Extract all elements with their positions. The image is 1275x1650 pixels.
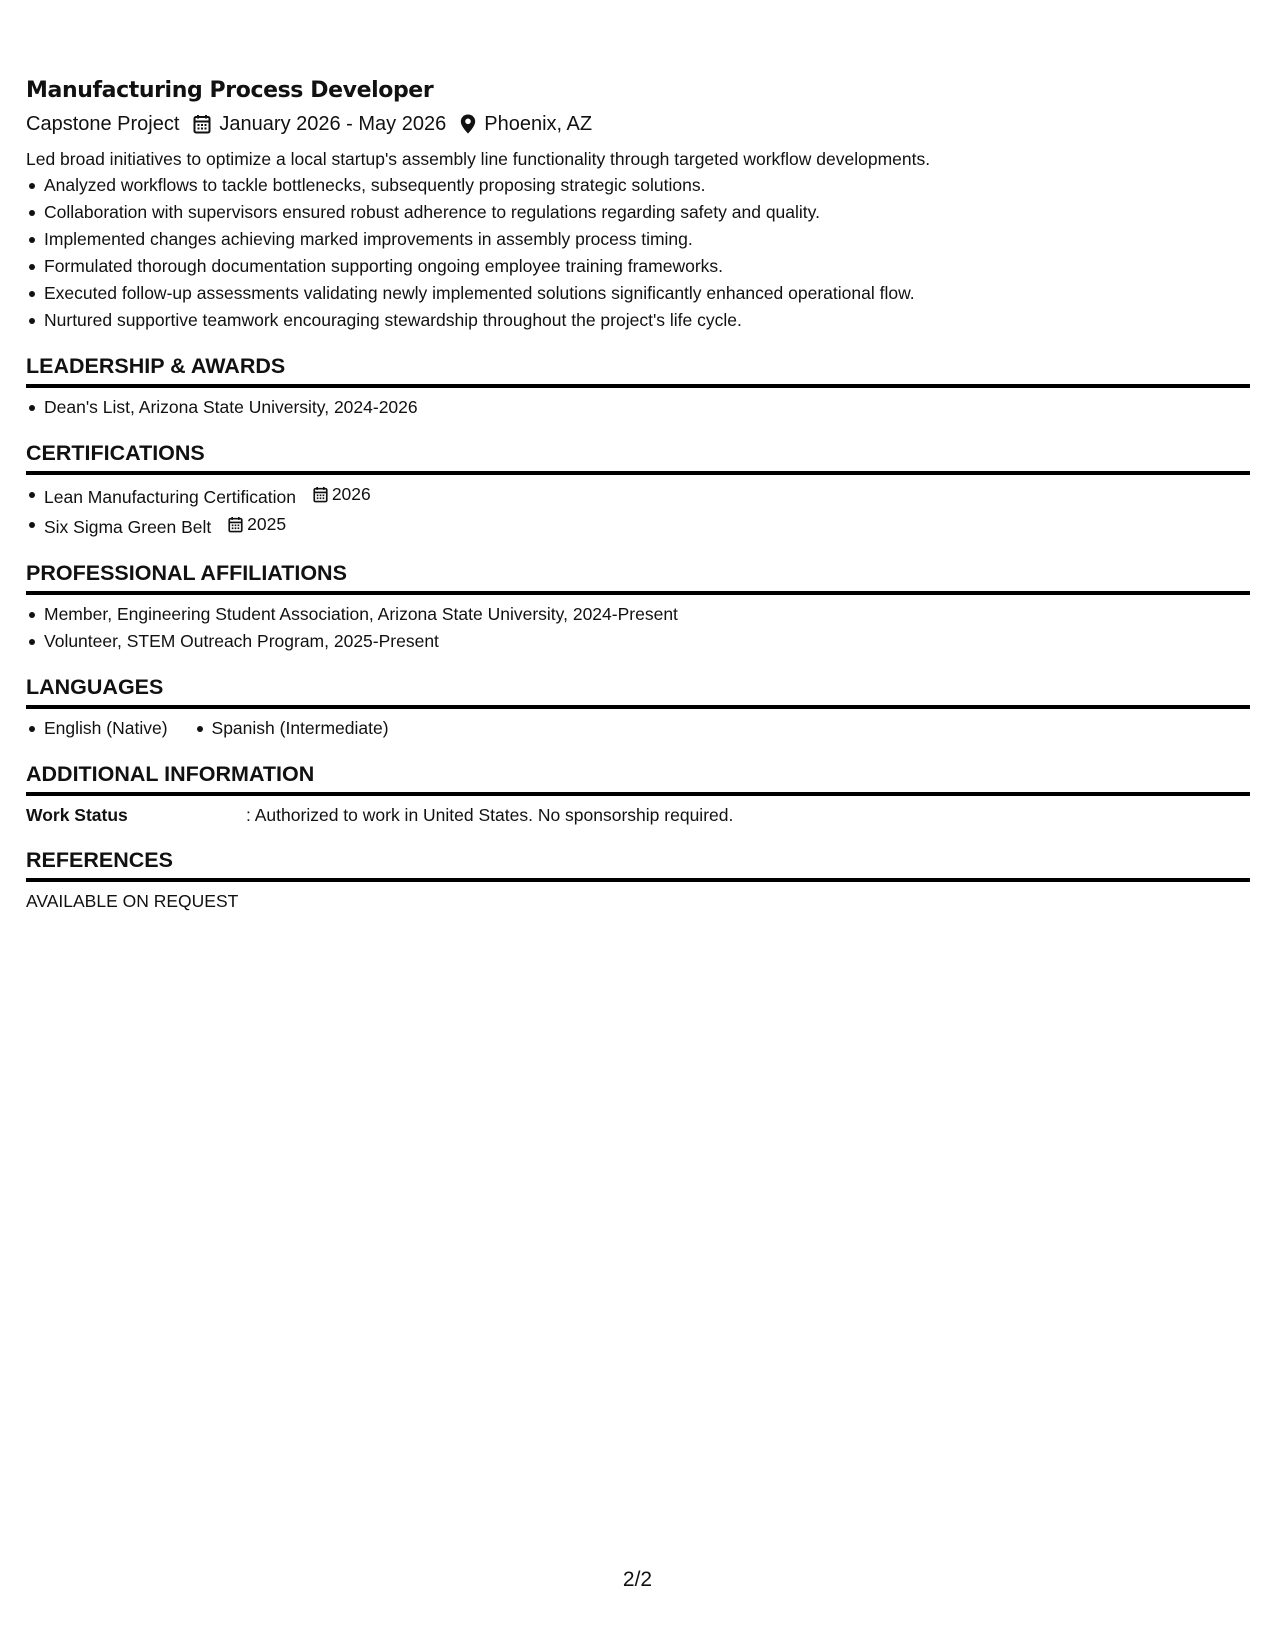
location-pin-icon <box>460 114 476 134</box>
list-item: Nurtured supportive teamwork encouraging stewardship throughout the project's life cycle. <box>44 307 1250 334</box>
languages-list <box>26 715 1250 742</box>
list-item: English (Native) <box>44 715 168 742</box>
list-item: Collaboration with supervisors ensured robust adherence to regulations regarding safety and quality. <box>44 199 1250 226</box>
page-number: 2/2 <box>622 1568 653 1591</box>
section-certifications <box>26 439 1250 541</box>
work-status-row <box>26 802 1250 828</box>
list-item: Spanish (Intermediate) <box>212 715 389 742</box>
list-item: Dean's List, Arizona State University, 2024-2026 <box>44 394 1250 421</box>
calendar-icon <box>313 486 332 503</box>
list-item: Analyzed workflows to tackle bottlenecks, subsequently proposing strategic solutions. <box>44 172 1250 199</box>
job-meta <box>26 108 1250 140</box>
list-item: Implemented changes achieving marked improvements in assembly process timing. <box>44 226 1250 253</box>
list-item <box>44 481 1250 511</box>
experience-entry <box>26 76 1250 334</box>
job-location: Phoenix, AZ <box>484 113 593 135</box>
section-title: LEADERSHIP & AWARDS <box>26 352 1250 388</box>
section-references <box>26 846 1250 914</box>
list-item <box>44 511 1250 541</box>
job-summary: Led broad initiatives to optimize a local startup's assembly line functionality through targeted workflow developments. <box>26 149 931 169</box>
list-item: Member, Engineering Student Association, Arizona State University, 2024-Present <box>44 601 1250 628</box>
certification-year: 2026 <box>331 484 371 504</box>
section-title: CERTIFICATIONS <box>26 439 1250 475</box>
list-item: Executed follow-up assessments validating newly implemented solutions significantly enhanced operational flow. <box>44 280 1250 307</box>
section-languages <box>26 673 1250 742</box>
certification-name: Six Sigma Green Belt <box>44 517 212 537</box>
certifications-list <box>26 481 1250 541</box>
job-dates: January 2026 - May 2026 <box>219 113 447 135</box>
section-title: REFERENCES <box>26 846 1250 882</box>
affiliations-list <box>26 601 1250 655</box>
section-additional-information <box>26 760 1250 828</box>
calendar-icon <box>228 516 247 533</box>
calendar-icon <box>193 114 211 134</box>
certification-name: Lean Manufacturing Certification <box>44 487 296 507</box>
job-bullets <box>26 172 1250 334</box>
resume-page <box>26 76 1250 914</box>
section-title: PROFESSIONAL AFFILIATIONS <box>26 559 1250 595</box>
section-title: LANGUAGES <box>26 673 1250 709</box>
references-text: AVAILABLE ON REQUEST <box>26 891 239 911</box>
certification-year: 2025 <box>247 514 287 534</box>
list-item: Volunteer, STEM Outreach Program, 2025-Present <box>44 628 1250 655</box>
section-leadership <box>26 352 1250 421</box>
section-affiliations <box>26 559 1250 655</box>
section-title: ADDITIONAL INFORMATION <box>26 760 1250 796</box>
work-status-value: : Authorized to work in United States. No sponsorship required. <box>246 805 734 825</box>
work-status-label: Work Status <box>26 805 128 825</box>
job-title: Manufacturing Process Developer <box>26 78 434 103</box>
organization: Capstone Project <box>26 113 180 135</box>
leadership-list <box>26 394 1250 421</box>
list-item: Formulated thorough documentation supporting ongoing employee training frameworks. <box>44 253 1250 280</box>
